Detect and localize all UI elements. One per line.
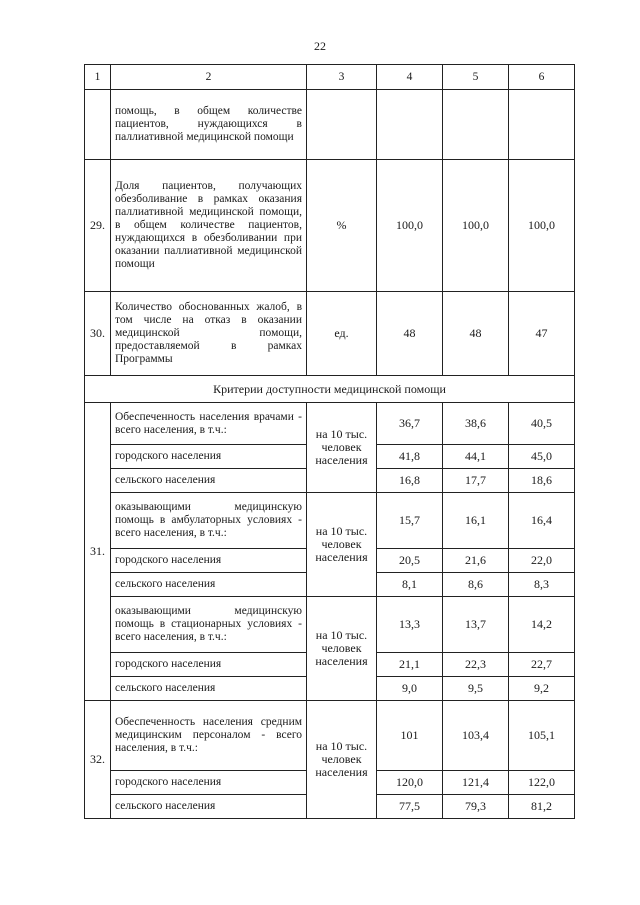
row-value-5: 22,3 — [443, 653, 509, 677]
row-value-6: 22,7 — [509, 653, 575, 677]
row-value-4: 20,5 — [377, 549, 443, 573]
row-value-4: 16,8 — [377, 469, 443, 493]
row-value-5: 9,5 — [443, 677, 509, 701]
row-description: Обеспеченность населения средним медицинским персоналом - всего населения, в т.ч.: — [111, 701, 307, 771]
row-unit: на 10 тыс. человек населения — [307, 597, 377, 701]
header-col-3: 3 — [307, 65, 377, 90]
row-value-4: 15,7 — [377, 493, 443, 549]
row-unit — [307, 90, 377, 160]
row-index — [85, 90, 111, 160]
row-description: городского населения — [111, 445, 307, 469]
row-unit: на 10 тыс. человек населения — [307, 493, 377, 597]
row-value-4: 8,1 — [377, 573, 443, 597]
table-row — [85, 597, 575, 653]
row-value-6: 14,2 — [509, 597, 575, 653]
row-description: оказывающими медицинскую помощь в амбулаторных условиях - всего населения, в т.ч.: — [111, 493, 307, 549]
row-unit: ед. — [307, 292, 377, 376]
row-description: городского населения — [111, 771, 307, 795]
table-row — [85, 493, 575, 549]
row-value-5: 13,7 — [443, 597, 509, 653]
row-value-5: 17,7 — [443, 469, 509, 493]
row-value-4 — [377, 90, 443, 160]
row-value-5: 16,1 — [443, 493, 509, 549]
row-value-6: 47 — [509, 292, 575, 376]
row-description: городского населения — [111, 653, 307, 677]
row-value-6: 122,0 — [509, 771, 575, 795]
row-index: 31. — [85, 403, 111, 701]
row-value-5: 103,4 — [443, 701, 509, 771]
row-value-4: 77,5 — [377, 795, 443, 819]
section-row — [85, 376, 575, 403]
row-index: 29. — [85, 160, 111, 292]
row-description: Обеспеченность населения врачами - всего населения, в т.ч.: — [111, 403, 307, 445]
row-value-5: 121,4 — [443, 771, 509, 795]
row-value-6: 45,0 — [509, 445, 575, 469]
row-unit: % — [307, 160, 377, 292]
row-value-4: 21,1 — [377, 653, 443, 677]
row-value-6 — [509, 90, 575, 160]
row-description: помощь, в общем количестве пациентов, нуждающихся в паллиативной медицинской помощи — [111, 90, 307, 160]
row-description: Количество обоснованных жалоб, в том числе на отказ в оказании медицинской помощи, предоставляемой в рамках Программы — [111, 292, 307, 376]
section-title: Критерии доступности медицинской помощи — [85, 376, 575, 403]
table-row — [85, 701, 575, 771]
row-value-5: 44,1 — [443, 445, 509, 469]
row-value-4: 9,0 — [377, 677, 443, 701]
table-row — [85, 160, 575, 292]
row-value-4: 100,0 — [377, 160, 443, 292]
row-unit: на 10 тыс. человек населения — [307, 701, 377, 819]
row-value-5: 79,3 — [443, 795, 509, 819]
header-col-4: 4 — [377, 65, 443, 90]
table-header-row — [85, 65, 575, 90]
row-value-6: 40,5 — [509, 403, 575, 445]
row-value-4: 120,0 — [377, 771, 443, 795]
row-description: сельского населения — [111, 795, 307, 819]
row-description: городского населения — [111, 549, 307, 573]
header-col-5: 5 — [443, 65, 509, 90]
page-number: 22 — [314, 39, 326, 53]
row-unit: на 10 тыс. человек населения — [307, 403, 377, 493]
row-index: 30. — [85, 292, 111, 376]
row-description: Доля пациентов, получающих обезболивание в рамках оказания паллиативной медицинской помощи, в общем количестве пациентов, нуждающихся в обезболивании при оказании паллиативной медицинской помощи — [111, 160, 307, 292]
row-index: 32. — [85, 701, 111, 819]
row-value-5: 100,0 — [443, 160, 509, 292]
row-description: сельского населения — [111, 677, 307, 701]
header-col-1: 1 — [85, 65, 111, 90]
row-value-5: 48 — [443, 292, 509, 376]
row-value-5: 38,6 — [443, 403, 509, 445]
row-description: сельского населения — [111, 573, 307, 597]
row-value-6: 9,2 — [509, 677, 575, 701]
criteria-table — [84, 64, 575, 819]
table-row — [85, 292, 575, 376]
header-col-2: 2 — [111, 65, 307, 90]
row-value-5 — [443, 90, 509, 160]
row-value-6: 18,6 — [509, 469, 575, 493]
header-col-6: 6 — [509, 65, 575, 90]
row-value-6: 105,1 — [509, 701, 575, 771]
row-value-6: 16,4 — [509, 493, 575, 549]
row-value-6: 81,2 — [509, 795, 575, 819]
row-value-6: 22,0 — [509, 549, 575, 573]
table-row — [85, 403, 575, 445]
row-value-4: 101 — [377, 701, 443, 771]
row-value-4: 41,8 — [377, 445, 443, 469]
row-value-6: 8,3 — [509, 573, 575, 597]
row-value-5: 21,6 — [443, 549, 509, 573]
row-value-6: 100,0 — [509, 160, 575, 292]
row-description: сельского населения — [111, 469, 307, 493]
row-value-5: 8,6 — [443, 573, 509, 597]
row-value-4: 48 — [377, 292, 443, 376]
table-row — [85, 90, 575, 160]
row-description: оказывающими медицинскую помощь в стационарных условиях - всего населения, в т.ч.: — [111, 597, 307, 653]
row-value-4: 36,7 — [377, 403, 443, 445]
row-value-4: 13,3 — [377, 597, 443, 653]
